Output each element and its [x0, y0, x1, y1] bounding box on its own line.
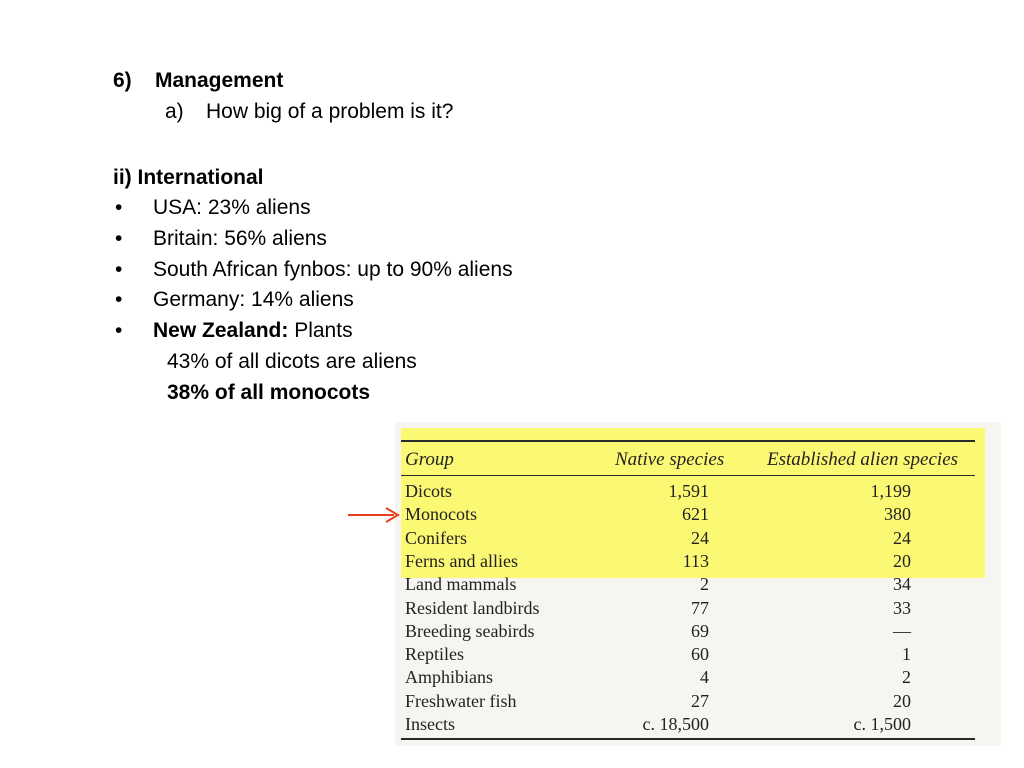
table-cell-group: Freshwater fish [405, 691, 517, 711]
table-cell-group: Dicots [405, 481, 452, 501]
table-cell-group: Reptiles [405, 644, 464, 664]
nz-dicots-line: 43% of all dicots are aliens [167, 350, 417, 373]
nz-bold-label: New Zealand: [153, 319, 289, 342]
table-cell-native: 77 [691, 598, 709, 618]
table-cell-group: Breeding seabirds [405, 621, 535, 641]
table-cell-alien: 33 [893, 598, 911, 618]
section-title: ii) International [113, 166, 264, 189]
table-cell-native: 27 [691, 691, 709, 711]
heading-number: 6) [113, 69, 132, 92]
table-cell-native: c. 18,500 [642, 714, 709, 734]
bullet-britain: Britain: 56% aliens [153, 227, 327, 250]
col-header-group: Group [405, 449, 454, 470]
bullet-new-zealand [153, 318, 353, 344]
table-cell-alien: 20 [893, 551, 911, 571]
table-cell-alien: 24 [893, 528, 911, 548]
table-cell-alien: 380 [884, 504, 911, 524]
table-cell-native: 4 [700, 667, 709, 687]
nz-monocots-line: 38% of all monocots [167, 381, 371, 404]
subheading-text: How big of a problem is it? [206, 100, 454, 123]
species-table [395, 422, 1001, 746]
table-cell-group: Amphibians [405, 667, 493, 687]
table-cell-group: Insects [405, 714, 455, 734]
table-header-rule [401, 475, 975, 476]
table-top-rule [401, 440, 975, 442]
table-cell-group: Land mammals [405, 574, 517, 594]
table-cell-native: 24 [691, 528, 709, 548]
nz-plants-label: Plants [288, 319, 353, 342]
bullet-mark: • [115, 319, 123, 342]
bullet-mark: • [115, 227, 123, 250]
col-header-native: Native species [615, 449, 725, 470]
table-cell-alien: 1,199 [870, 481, 911, 501]
table-cell-native: 69 [691, 621, 709, 641]
table-cell-group: Conifers [405, 528, 467, 548]
bullet-germany: Germany: 14% aliens [153, 288, 354, 311]
table-cell-native: 2 [700, 574, 709, 594]
table-cell-native: 60 [691, 644, 709, 664]
table-cell-alien: c. 1,500 [853, 714, 911, 734]
bullet-mark: • [115, 288, 123, 311]
table-cell-alien: 20 [893, 691, 911, 711]
table-cell-alien: 2 [902, 667, 911, 687]
table-cell-alien: 1 [902, 644, 911, 664]
bullet-usa: USA: 23% aliens [153, 196, 311, 219]
table-cell-native: 1,591 [668, 481, 709, 501]
bullet-mark: • [115, 196, 123, 219]
heading-title: Management [155, 69, 284, 92]
subheading-letter: a) [165, 100, 184, 123]
table-cell-group: Monocots [405, 504, 477, 524]
table-cell-group: Resident landbirds [405, 598, 540, 618]
table-bottom-rule [401, 738, 975, 740]
table-cell-alien: — [893, 621, 911, 641]
table-cell-native: 621 [682, 504, 709, 524]
table-cell-group: Ferns and allies [405, 551, 518, 571]
col-header-alien: Established alien species [767, 449, 959, 470]
bullet-fynbos: South African fynbos: up to 90% aliens [153, 258, 513, 281]
bullet-mark: • [115, 258, 123, 281]
table-cell-alien: 34 [893, 574, 911, 594]
arrow-icon [346, 506, 404, 524]
table-cell-native: 113 [682, 551, 709, 571]
